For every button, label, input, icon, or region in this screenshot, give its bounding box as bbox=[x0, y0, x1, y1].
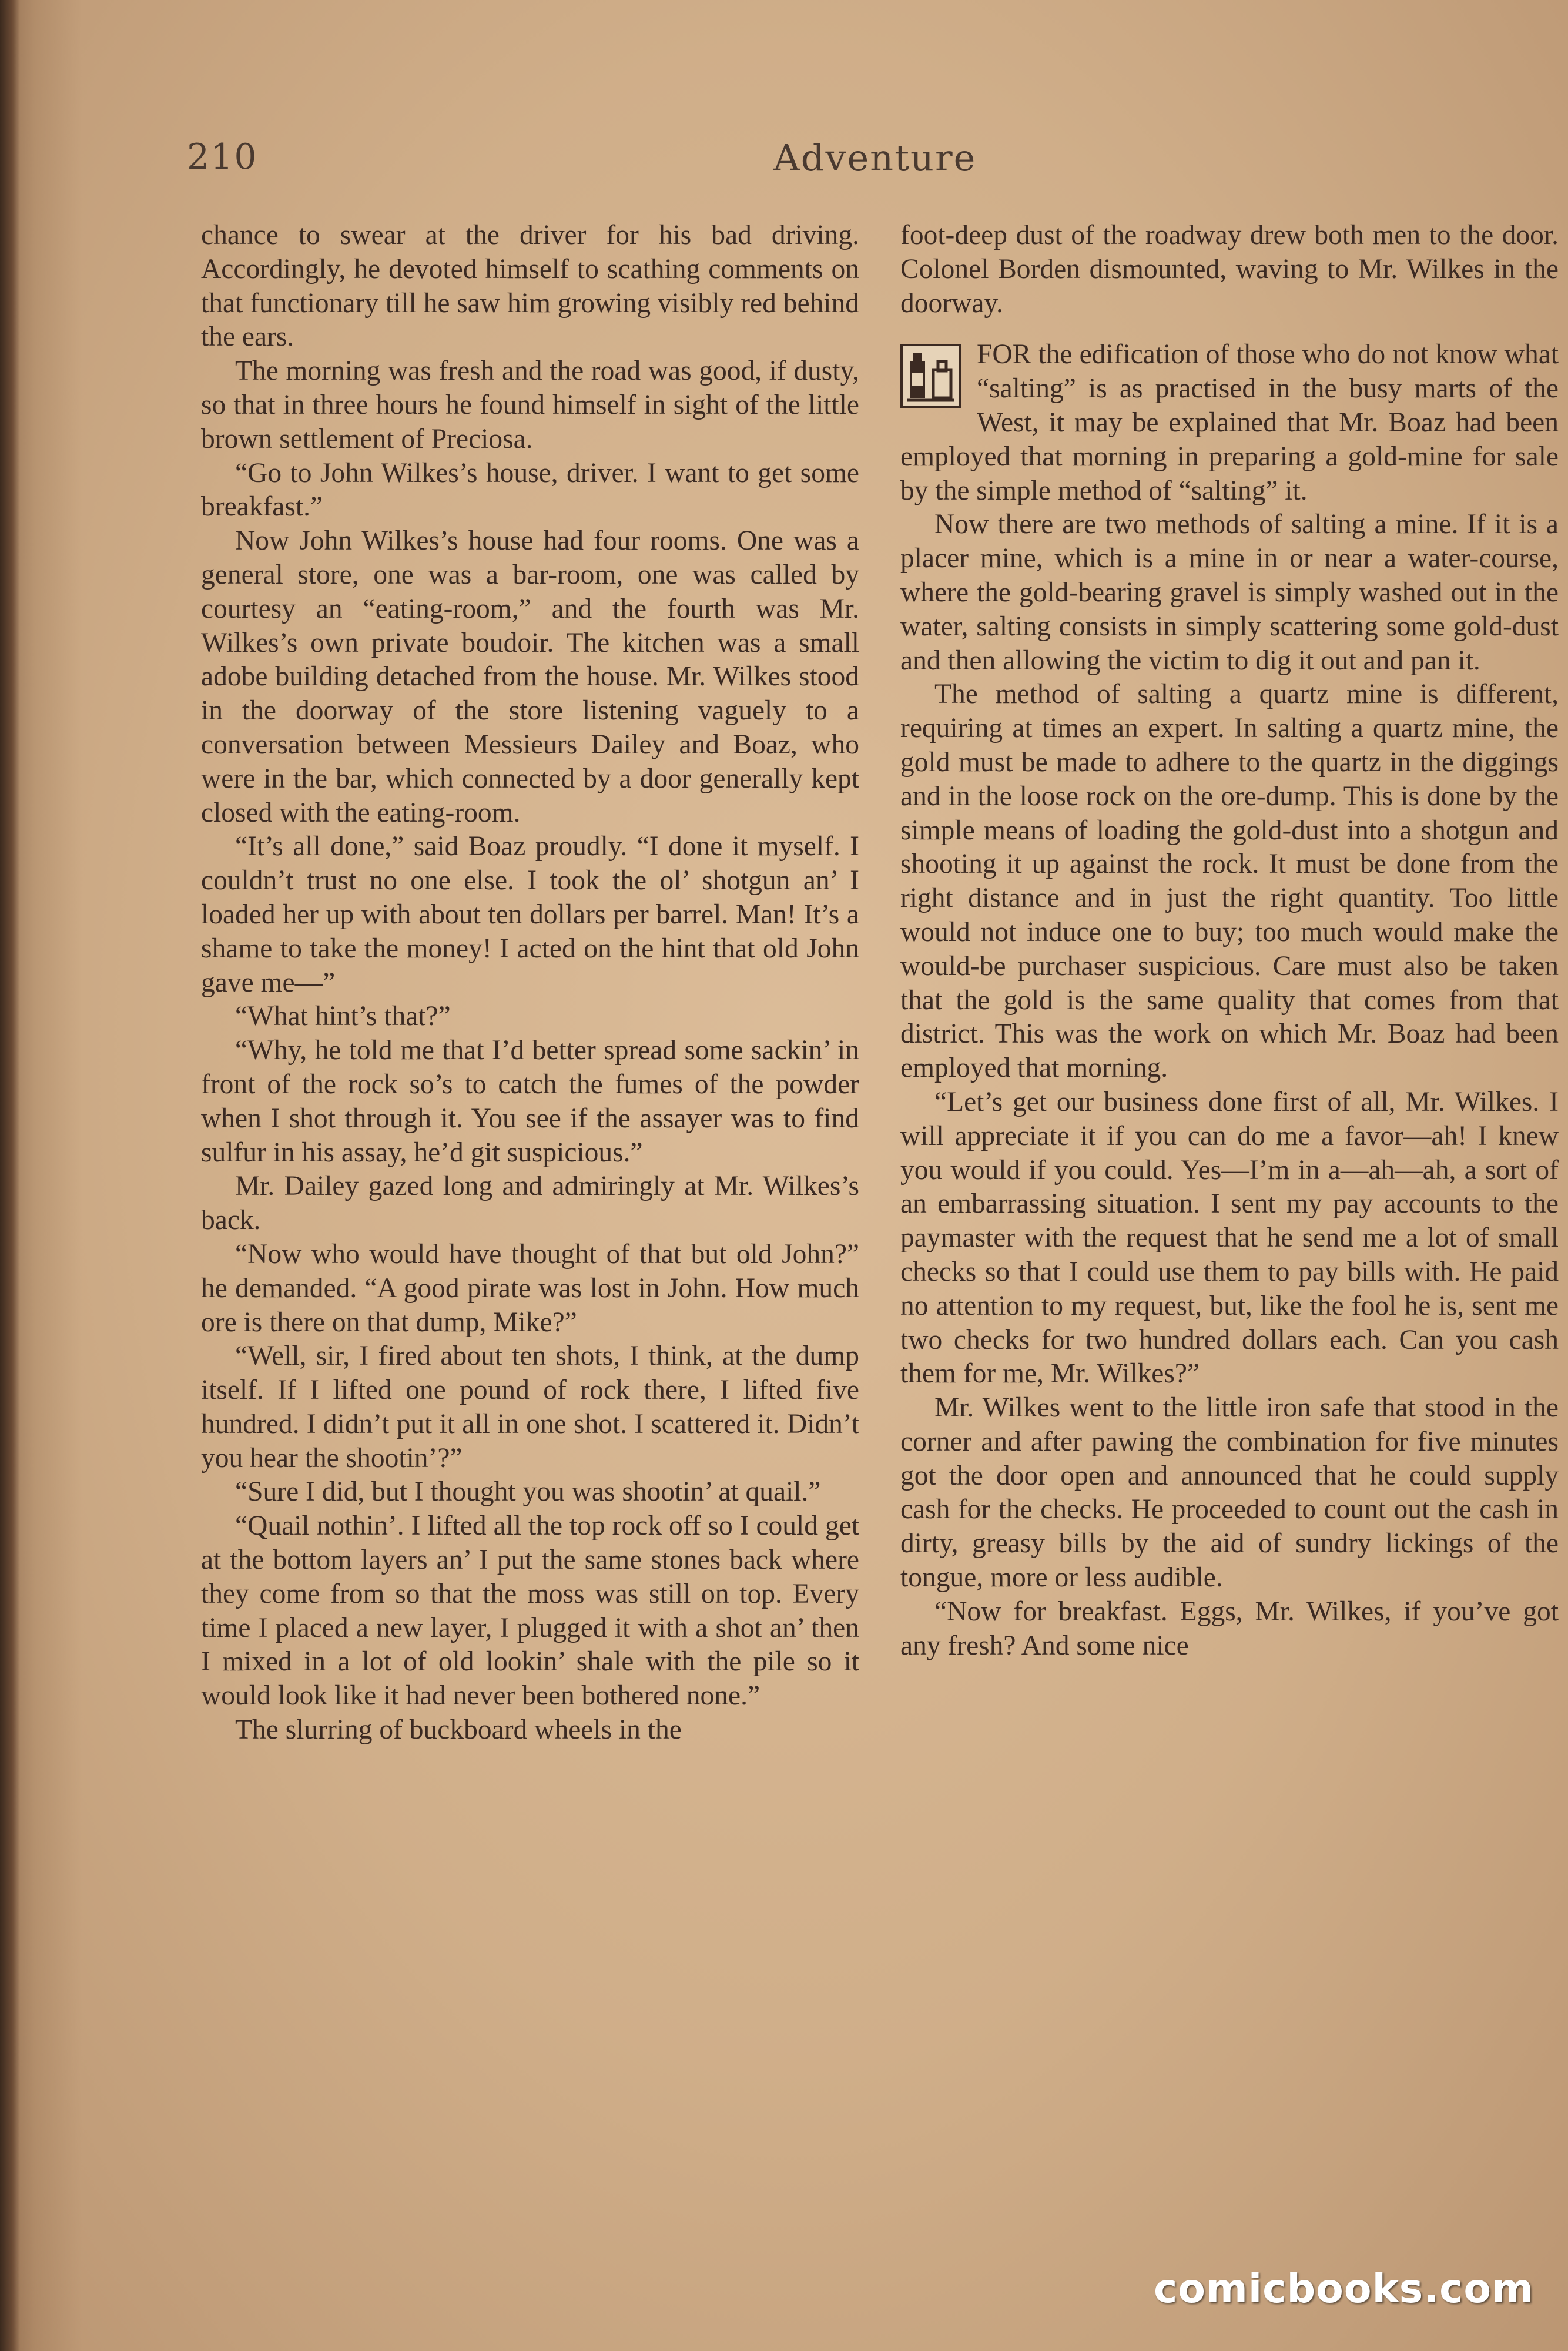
paragraph: Mr. Dailey gazed long and admiringly at Mr. Wilkes’s back. bbox=[201, 1171, 859, 1236]
paragraph: The slurring of buckboard wheels in the bbox=[235, 1714, 682, 1746]
paragraph: foot-deep dust of the roadway drew both men to the door. Colonel Borden dismounted, waving to Mr. Wilkes in the doorway. bbox=[900, 220, 1559, 319]
paragraph: “Sure I did, but I thought you was shootin’ at quail.” bbox=[235, 1476, 821, 1508]
left-text-column bbox=[201, 219, 859, 1747]
paragraph: Mr. Wilkes went to the little iron safe that stood in the corner and after pawing the combination for five minutes got the door open and announced that he could supply cash for the checks. He proceeded to count out the cash in dirty, greasy bills by the aid of sundry lickings of the tongue, more or less audible. bbox=[900, 1392, 1559, 1593]
paragraph: The method of salting a quartz mine is different, requiring at times an expert. In salting a quartz mine, the gold must be made to adhere to the quartz in the diggings and in the loose rock on the ore-dump. This is done by the simple means of loading the gold-dust into a shotgun and shooting it up against the rock. It must be done from the right distance and in just the right quantity. Too little would not induce one to buy; too much would make the would-be purchaser suspicious. Care must also be taken that the gold is the same quality that comes from that district. This was the work on which Mr. Boaz had been employed that morning. bbox=[900, 679, 1559, 1084]
watermark-logo: comicbooks.com bbox=[1153, 2266, 1534, 2312]
paragraph: “Why, he told me that I’d better spread some sackin’ in front of the rock so’s to catch the fumes of the powder when I shot through it. You see if the assayer was to find sulfur in his assay, he’d git suspicious.” bbox=[201, 1035, 859, 1168]
section-first-paragraph-text: the edification of those who do not know what “salting” is as practised in the busy marts of the West, it may be explained that Mr. Boaz had been employed that morning in preparing a gold-mine for sale by the simple method of “salting” it. bbox=[900, 339, 1559, 506]
paragraph: “It’s all done,” said Boaz proudly. “I done it myself. I couldn’t trust no one else. I took the ol’ shotgun an’ I loaded her up with about ten dollars per barrel. Man! It’s a shame to take the money! I acted on the hint that old John gave me—” bbox=[201, 831, 859, 998]
paragraph: “Go to John Wilkes’s house, driver. I want to get some breakfast.” bbox=[201, 457, 859, 523]
paragraph: The morning was fresh and the road was good, if dusty, so that in three hours he found himself in sight of the little brown settlement of Preciosa. bbox=[201, 356, 859, 454]
section-lead-words: FOR bbox=[977, 339, 1031, 370]
section-first-paragraph bbox=[900, 338, 1559, 508]
page-number: 210 bbox=[187, 136, 258, 178]
right-text-column bbox=[900, 219, 1559, 1663]
paragraph: Now there are two methods of salting a mine. If it is a placer mine, which is a mine in or near a water-course, where the gold-bearing gravel is simply washed out in the water, salting consists in simply scattering some gold-dust and then allowing the victim to dig it out and pan it. bbox=[900, 509, 1559, 676]
paragraph: “Now who would have thought of that but old John?” he demanded. “A good pirate was lost in John. How much ore is there on that dump, Mike?” bbox=[201, 1238, 859, 1338]
salting-bottle-icon bbox=[900, 344, 961, 408]
paragraph: “What hint’s that?” bbox=[235, 1001, 451, 1032]
section-break bbox=[900, 320, 1559, 338]
paragraph: “Well, sir, I fired about ten shots, I think, at the dump itself. If I lifted one pound of rock there, I lifted five hundred. I didn’t put it all in one shot. I scattered it. Didn’t you hear the shootin’?” bbox=[201, 1341, 859, 1473]
running-head-title: Adventure bbox=[773, 136, 977, 179]
book-spine-shadow bbox=[0, 0, 20, 2351]
paragraph: Now John Wilkes’s house had four rooms. One was a general store, one was a bar-room, one was called by courtesy an “eating-room,” and the fourth was Mr. Wilkes’s own private boudoir. The kitchen was a small adobe building detached from the house. Mr. Wilkes stood in the doorway of the store listening vaguely to a conversation between Messieurs Dailey and Boaz, who were in the bar, which connected by a door generally kept closed with the eating-room. bbox=[201, 525, 859, 828]
paragraph: “Let’s get our business done first of all, Mr. Wilkes. I will appreciate it if you can do me a favor—ah! I knew you would if you could. Yes—I’m in a—ah—ah, a sort of an embarrassing situation. I sent my pay accounts to the paymaster with the request that he send me a lot of small checks so that I could use them to pay bills with. He paid no attention to my request, but, like the fool he is, sent me two checks for two hundred dollars each. Can you cash them for me, Mr. Wilkes?” bbox=[900, 1086, 1559, 1389]
paragraph: “Quail nothin’. I lifted all the top rock off so I could get at the bottom layers an’ I put the same stones back where they come from so that the moss was still on top. Every time I placed a new layer, I plugged it with a shot an’ then I mixed in a lot of old lookin’ shale with the pile so it would look like it had never been bothered none.” bbox=[201, 1511, 859, 1712]
paragraph: “Now for breakfast. Eggs, Mr. Wilkes, if you’ve got any fresh? And some nice bbox=[900, 1596, 1559, 1661]
paragraph: chance to swear at the driver for his bad driving. Accordingly, he devoted himself to scathing comments on that functionary till he saw him growing visibly red behind the ears. bbox=[201, 220, 860, 353]
